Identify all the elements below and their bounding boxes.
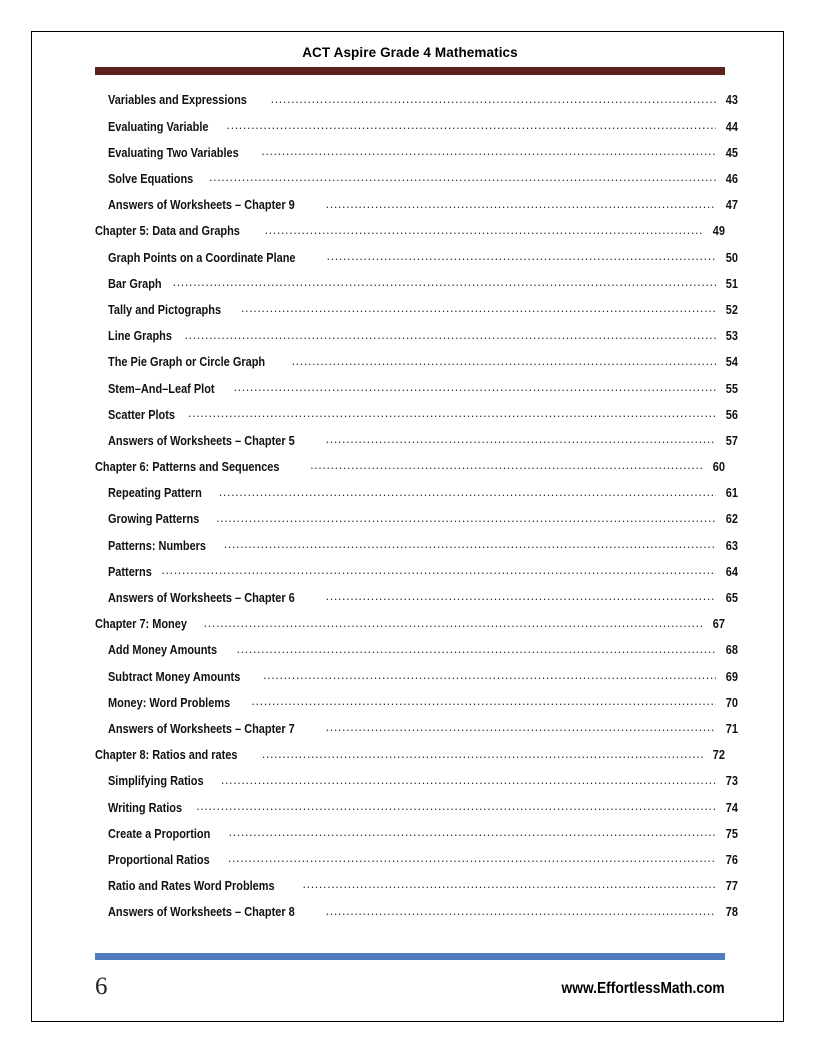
toc-entry-title: Bar Graph — [108, 276, 162, 291]
toc-entry-page-number: 62 — [725, 512, 738, 527]
toc-section-entry[interactable] — [95, 589, 738, 615]
toc-section-entry[interactable] — [95, 380, 738, 406]
toc-section-entry[interactable] — [95, 406, 738, 432]
toc-entry-title: Repeating Pattern — [108, 486, 202, 501]
toc-leader-dots — [233, 380, 716, 393]
toc-entry-title: Tally and Pictographs — [108, 302, 222, 317]
toc-leader-dots — [265, 223, 703, 236]
toc-entry-title: Money: Word Problems — [108, 695, 231, 710]
toc-entry-page-number: 45 — [725, 145, 738, 160]
toc-section-entry[interactable] — [95, 825, 738, 851]
toc-section-entry[interactable] — [95, 694, 738, 720]
toc-entry-page-number: 77 — [725, 879, 738, 894]
toc-entry-title: Answers of Worksheets – Chapter 9 — [108, 198, 295, 213]
toc-entry-title: Variables and Expressions — [108, 93, 247, 108]
toc-section-entry[interactable] — [95, 354, 738, 380]
toc-entry-page-number: 64 — [725, 564, 738, 579]
page-content-column — [95, 45, 738, 1009]
toc-section-entry[interactable] — [95, 799, 738, 825]
toc-section-entry[interactable] — [95, 92, 738, 118]
toc-leader-dots — [216, 511, 716, 524]
toc-entry-title: Solve Equations — [108, 172, 194, 186]
toc-chapter-entry[interactable] — [95, 616, 725, 642]
toc-entry-page-number: 52 — [725, 302, 738, 317]
toc-entry-page-number: 61 — [725, 486, 738, 501]
toc-chapter-entry[interactable] — [95, 747, 725, 773]
toc-leader-dots — [326, 720, 716, 733]
toc-entry-title: Answers of Worksheets – Chapter 5 — [108, 433, 295, 448]
page-frame — [31, 31, 784, 1022]
toc-entry-page-number: 55 — [725, 381, 738, 396]
toc-leader-dots — [184, 328, 716, 341]
toc-entry-page-number: 68 — [725, 643, 738, 658]
toc-leader-dots — [327, 249, 716, 262]
toc-entry-page-number: 65 — [725, 591, 738, 605]
toc-leader-dots — [227, 118, 717, 131]
toc-entry-title: Proportional Ratios — [108, 852, 210, 867]
toc-entry-title: Stem–And–Leaf Plot — [108, 381, 215, 396]
toc-entry-title: Chapter 5: Data and Graphs — [95, 224, 240, 239]
toc-entry-page-number: 73 — [725, 774, 738, 789]
toc-entry-title: Create a Proportion — [108, 826, 211, 841]
toc-entry-title: Graph Points on a Coordinate Plane — [108, 250, 296, 265]
toc-entry-title: Answers of Worksheets – Chapter 6 — [108, 591, 295, 605]
footer-page-number: 6 — [95, 973, 108, 1000]
toc-entry-page-number: 76 — [725, 852, 738, 867]
toc-entry-page-number: 51 — [725, 276, 738, 291]
toc-leader-dots — [196, 799, 716, 812]
toc-entry-page-number: 57 — [725, 433, 738, 448]
toc-entry-title: Subtract Money Amounts — [108, 669, 241, 684]
toc-entry-title: Chapter 8: Ratios and rates — [95, 748, 238, 763]
toc-section-entry[interactable] — [95, 851, 738, 877]
toc-entry-page-number: 49 — [712, 224, 725, 239]
toc-section-entry[interactable] — [95, 511, 738, 537]
toc-section-entry[interactable] — [95, 537, 738, 563]
toc-leader-dots — [224, 537, 716, 550]
toc-leader-dots — [221, 773, 716, 786]
toc-section-entry[interactable] — [95, 877, 738, 903]
header-rule — [95, 67, 725, 75]
toc-leader-dots — [204, 616, 703, 629]
toc-entry-page-number: 78 — [725, 905, 738, 920]
running-header-title: ACT Aspire Grade 4 Mathematics — [302, 45, 518, 60]
toc-leader-dots — [161, 563, 716, 576]
toc-leader-dots — [173, 275, 716, 288]
toc-leader-dots — [326, 432, 716, 445]
toc-leader-dots — [261, 144, 716, 157]
toc-entry-title: Growing Patterns — [108, 512, 200, 527]
toc-entry-page-number: 71 — [725, 721, 738, 736]
toc-leader-dots — [228, 851, 716, 864]
toc-section-entry[interactable] — [95, 249, 738, 275]
toc-entry-page-number: 72 — [712, 748, 725, 763]
toc-entry-title: Evaluating Variable — [108, 119, 209, 134]
toc-entry-page-number: 54 — [725, 355, 738, 370]
toc-leader-dots — [219, 485, 716, 498]
toc-entry-title: The Pie Graph or Circle Graph — [108, 355, 266, 370]
toc-leader-dots — [326, 589, 716, 602]
toc-section-entry[interactable] — [95, 773, 738, 799]
toc-leader-dots — [326, 904, 716, 917]
toc-section-entry[interactable] — [95, 563, 738, 589]
toc-chapter-entry[interactable] — [95, 458, 725, 484]
toc-entry-title: Answers of Worksheets – Chapter 7 — [108, 721, 295, 736]
toc-entry-page-number: 46 — [725, 172, 738, 186]
toc-leader-dots — [229, 825, 716, 838]
toc-leader-dots — [303, 877, 716, 890]
toc-section-entry[interactable] — [95, 275, 738, 301]
toc-entry-title: Add Money Amounts — [108, 643, 218, 658]
toc-entry-title: Ratio and Rates Word Problems — [108, 879, 275, 894]
toc-section-entry[interactable] — [95, 668, 738, 694]
toc-leader-dots — [241, 301, 716, 314]
toc-leader-dots — [263, 668, 716, 681]
toc-entry-title: Evaluating Two Variables — [108, 145, 239, 160]
page-footer — [95, 953, 725, 999]
toc-entry-page-number: 75 — [725, 826, 738, 841]
toc-chapter-entry[interactable] — [95, 223, 725, 249]
toc-section-entry[interactable] — [95, 118, 738, 144]
toc-entry-title: Patterns — [108, 564, 152, 579]
toc-section-entry[interactable] — [95, 170, 738, 196]
toc-leader-dots — [292, 354, 716, 367]
toc-leader-dots — [262, 747, 703, 760]
toc-entry-title: Line Graphs — [108, 329, 172, 344]
toc-entry-title: Answers of Worksheets – Chapter 8 — [108, 905, 295, 920]
toc-section-entry[interactable] — [95, 432, 738, 458]
toc-entry-page-number: 56 — [725, 407, 738, 422]
toc-entry-page-number: 69 — [725, 669, 738, 684]
toc-leader-dots — [209, 170, 716, 183]
toc-entry-title: Patterns: Numbers — [108, 538, 207, 553]
toc-leader-dots — [236, 642, 716, 655]
toc-section-entry[interactable] — [95, 301, 738, 327]
toc-entry-title: Chapter 6: Patterns and Sequences — [95, 460, 280, 475]
toc-entry-page-number: 63 — [725, 538, 738, 553]
toc-entry-title: Simplifying Ratios — [108, 774, 204, 789]
toc-section-entry[interactable] — [95, 485, 738, 511]
toc-entry-title: Writing Ratios — [108, 800, 183, 815]
table-of-contents — [95, 92, 738, 930]
toc-entry-page-number: 53 — [725, 329, 738, 344]
toc-entry-page-number: 43 — [725, 93, 738, 108]
toc-leader-dots — [251, 694, 716, 707]
toc-section-entry[interactable] — [95, 904, 738, 930]
toc-entry-page-number: 67 — [712, 617, 725, 632]
footer-row — [95, 969, 725, 999]
toc-entry-page-number: 50 — [725, 250, 738, 265]
toc-section-entry[interactable] — [95, 720, 738, 746]
toc-entry-page-number: 44 — [725, 119, 738, 134]
toc-leader-dots — [310, 458, 703, 471]
footer-rule — [95, 953, 725, 960]
toc-section-entry[interactable] — [95, 144, 738, 170]
toc-leader-dots — [326, 197, 716, 210]
toc-entry-title: Chapter 7: Money — [95, 617, 187, 632]
toc-leader-dots — [271, 92, 716, 105]
toc-entry-page-number: 74 — [725, 800, 738, 815]
toc-leader-dots — [188, 406, 716, 419]
toc-entry-page-number: 70 — [725, 695, 738, 710]
toc-section-entry[interactable] — [95, 328, 738, 354]
toc-entry-page-number: 47 — [725, 198, 738, 213]
footer-website-url[interactable]: www.EffortlessMath.com — [561, 980, 725, 997]
toc-entry-page-number: 60 — [712, 460, 725, 475]
toc-section-entry[interactable] — [95, 197, 738, 223]
toc-section-entry[interactable] — [95, 642, 738, 668]
toc-entry-title: Scatter Plots — [108, 407, 175, 422]
